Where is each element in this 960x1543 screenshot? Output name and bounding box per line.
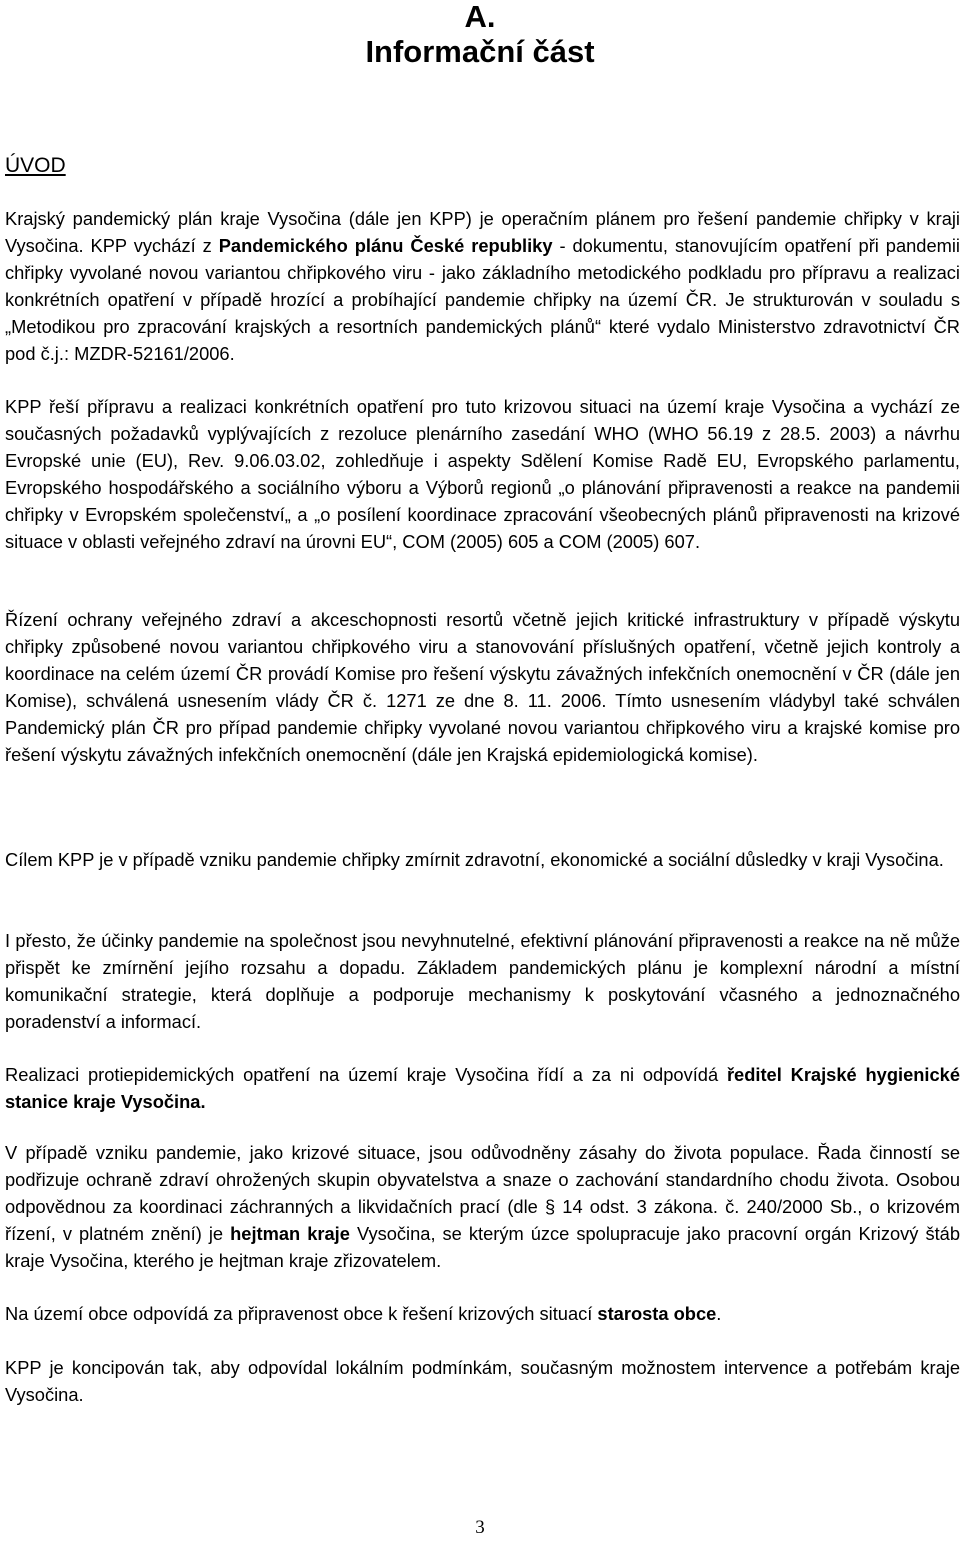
paragraph-goal: Cílem KPP je v případě vzniku pandemie chřipky zmírnit zdravotní, ekonomické a sociální důsledky v kraji Vysočina. bbox=[5, 849, 944, 870]
paragraph-text: Na území obce odpovídá za připravenost obce k řešení krizových situací bbox=[5, 1303, 598, 1324]
paragraph-text: Realizaci protiepidemických opatření na území kraje Vysočina řídí a za ni odpovídá bbox=[5, 1064, 727, 1085]
paragraph-text: V případě vzniku pandemie, jako krizové situace, jsou odůvodněny zásahy do života populace. Řada činností se podřizuje ochraně zdraví ohrožených skupin obyvatelstva a snaze o zachování standardního chodu života. Osobou odpovědnou za koordinaci záchranných a likvidačních prací (dle § 14 odst. 3 zákona. č. 240/2000 Sb., o krizovém řízení, v platném znění) je bbox=[5, 1142, 960, 1244]
paragraph-municipality bbox=[5, 1301, 960, 1328]
paragraph-bold-text: starosta obce bbox=[597, 1303, 717, 1324]
paragraph-commission: Řízení ochrany veřejného zdraví a akceschopnosti resortů včetně jejich kritické infrastruktury v případě výskytu chřipky způsobené novou variantou chřipkového viru a stanovování příslušných opatření, včetně jejich kontroly a koordinace na celém území ČR provádí Komise pro řešení výskytu závažných infekčních onemocnění v ČR (dále jen Komise), schválená usnesením vlády ČR č. 1271 ze dne 8. 11. 2006. Tímto usnesením vládybyl také schválen Pandemický plán ČR pro případ pandemie chřipky vyvolané novou variantou chřipkového viru a krajské komise pro řešení výskytu závažných infekčních onemocnění (dále jen Krajská epidemiologická komise). bbox=[5, 609, 960, 765]
paragraph-responsibility bbox=[5, 1062, 960, 1116]
paragraph-text: - dokumentu, stanovujícím opatření při pandemii chřipky vyvolané novou variantou chřipkového viru - jako základního metodického podkladu pro přípravu a realizaci konkrétních opatření v případě hrozící a probíhající pandemie chřipky na území ČR. Je strukturován v souladu s „Metodikou pro zpracování krajských a resortních pandemických plánů“ které vydalo Ministerstvo zdravotnictví ČR pod č.j.: MZDR-52161/2006. bbox=[5, 234, 960, 364]
part-title: Informační část bbox=[365, 34, 595, 69]
section-title: ÚVOD bbox=[5, 154, 66, 177]
paragraph-text: . bbox=[716, 1303, 722, 1324]
paragraph-bold-text: ředitel Krajské hygienické stanice kraje Vysočina. bbox=[5, 1064, 960, 1112]
paragraph-local-conditions: KPP je koncipován tak, aby odpovídal lokálním podmínkám, současným možnostem intervence a potřebám kraje Vysočina. bbox=[5, 1357, 960, 1405]
paragraph-text: Vysočina, se kterým úzce spolupracuje jako pracovní orgán Krizový štáb kraje Vysočina, kterého je hejtman kraje zřizovatelem. bbox=[5, 1222, 960, 1271]
part-letter: A. bbox=[464, 0, 496, 34]
paragraph-kpp-scope: KPP řeší přípravu a realizaci konkrétních opatření pro tuto krizovou situaci na území kraje Vysočina a vychází ze současných požadavků vyplývajících z rezoluce plenárního zasedání WHO (WHO 56.19 z 28.5. 2003) a návrhu Evropské unie (EU), Rev. 9.06.03.02, zohledňuje i aspekty Sdělení Komise Radě EU, Evropského parlamentu, Evropského hospodářského a sociálního výboru a Výborů regionů „o plánování připravenosti a reakce na pandemii chřipky v Evropském společenství„ a „o posílení koordinace zpracování všeobecných plánů připravenosti na krizové situace v oblasti veřejného zdraví na úrovni EU“, COM (2005) 605 a COM (2005) 607. bbox=[5, 396, 960, 552]
paragraph-bold-text: Pandemického plánu České republiky bbox=[218, 234, 553, 256]
paragraph-crisis-situation bbox=[5, 1140, 960, 1275]
paragraph-bold-text: hejtman kraje bbox=[230, 1222, 350, 1244]
paragraph-text: Krajský pandemický plán kraje Vysočina (dále jen KPP) je operačním plánem pro řešení pandemie chřipky v kraji Vysočina. KPP vychází z bbox=[5, 208, 960, 256]
paragraph-introduction bbox=[5, 206, 960, 367]
paragraph-preparedness: I přesto, že účinky pandemie na společnost jsou nevyhnutelné, efektivní plánování připravenosti a reakce na ně může přispět ke zmírnění jejího rozsahu a dopadu. Základem pandemických plánu je komplexní národní a místní komunikační strategie, která doplňuje a podporuje mechanismy k poskytování včasného a jednoznačného poradenství a informací. bbox=[5, 930, 960, 1032]
page-number: 3 bbox=[475, 1517, 485, 1538]
